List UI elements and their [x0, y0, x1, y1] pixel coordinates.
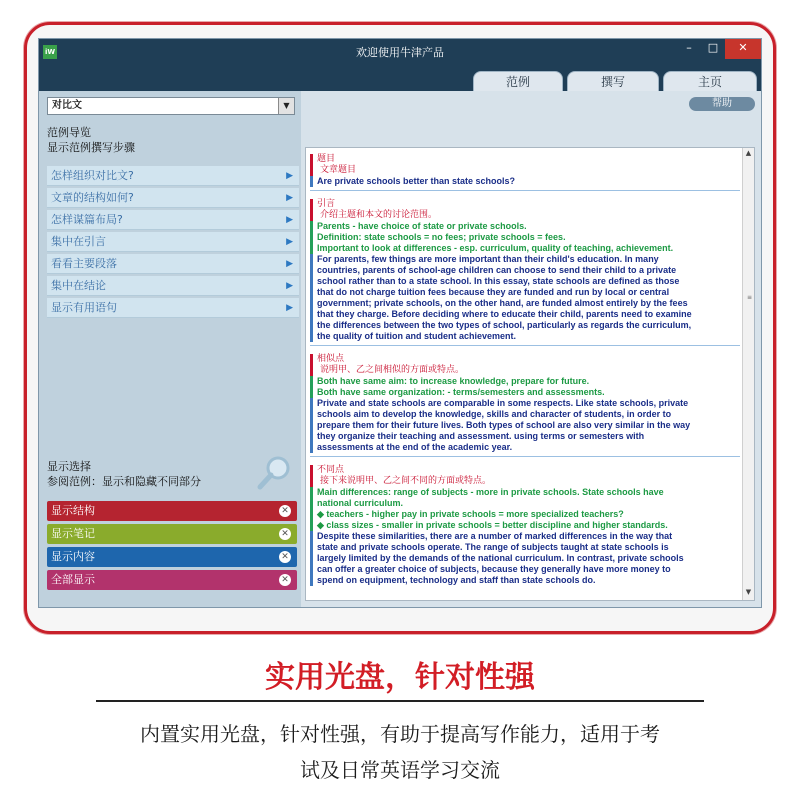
content-line: Private and state schools are comparable in some respects. Like state schools, private — [310, 398, 740, 409]
note-line: ◆ teachers - higher pay in private schools = more specialized teachers? — [310, 509, 740, 520]
content-line: prepare them for their future lives. Both types of school are also very similar in the way — [310, 420, 740, 431]
display-subheading: 参阅范例：显示和隐藏不同部分 — [47, 475, 201, 488]
tab-home[interactable]: 主页 — [663, 71, 757, 91]
window-title: 欢迎使用牛津产品 — [356, 46, 444, 59]
note-line: Parents - have choice of state or private schools. — [310, 221, 740, 232]
content-line: assessments at the end of the academic year. — [310, 442, 740, 453]
nav-heading: 范例导览 — [47, 126, 91, 139]
divider — [310, 345, 740, 346]
chevron-right-icon: ▶ — [286, 237, 293, 247]
content-line: the differences between the two types of school, particularly as regards the curriculum, — [310, 320, 740, 331]
chevron-down-icon[interactable]: ▼ — [278, 98, 294, 114]
nav-item-label: 怎样组织对比文? — [51, 169, 134, 182]
chevron-right-icon: ▶ — [286, 215, 293, 225]
vertical-scrollbar[interactable] — [742, 148, 754, 600]
app-icon: iW — [43, 45, 57, 59]
content-line: For parents, few things are more important than their child's education. In many — [310, 254, 740, 265]
nav-item-label: 集中在结论 — [51, 279, 106, 292]
section-heading: 相似点 — [310, 354, 740, 365]
note-line: ◆ class sizes - smaller in private schools = better discipline and higher standards. — [310, 520, 740, 531]
chevron-right-icon: ▶ — [286, 303, 293, 313]
note-line: Definition: state schools = no fees; private schools = fees. — [310, 232, 740, 243]
caption-line-1: 内置实用光盘，针对性强，有助于提高写作能力，适用于考 — [140, 722, 660, 746]
display-filters — [47, 501, 297, 593]
section-note: 接下来说明甲、乙之间不同的方面或特点。 — [310, 476, 740, 487]
filter-label: 显示笔记 — [51, 527, 95, 540]
caption-line-2: 试及日常英语学习交流 — [300, 758, 500, 782]
nav-item-layout[interactable] — [47, 210, 299, 230]
section-heading: 题目 — [310, 154, 740, 165]
content-line: spend on equipment, technology and staff than state schools do. — [310, 575, 740, 586]
show-structure-button[interactable] — [47, 501, 297, 521]
section-differences — [310, 465, 740, 586]
caption-title: 实用光盘，针对性强 — [265, 660, 535, 695]
chevron-right-icon: ▶ — [286, 259, 293, 269]
content-line: Are private schools better than state schools? — [310, 176, 740, 187]
tab-examples[interactable]: 范例 — [473, 71, 563, 91]
content-line: government; private schools, on the other hand, are funded almost entirely by the fees — [310, 298, 740, 309]
scroll-up-icon[interactable]: ▲ — [745, 149, 752, 157]
content-line: that they charge. Before deciding where to educate their child, parents need to examine — [310, 309, 740, 320]
chevron-right-icon: ▶ — [286, 171, 293, 181]
nav-item-label: 集中在引言 — [51, 235, 106, 248]
section-note: 介绍主题和本文的讨论范围。 — [310, 210, 740, 221]
close-circle-icon[interactable]: ✕ — [279, 574, 291, 586]
section-note: 说明甲、乙之间相似的方面或特点。 — [310, 365, 740, 376]
content-line: schools aim to develop the knowledge, skills and character of students, in order to — [310, 409, 740, 420]
nav-item-label: 看看主要段落 — [51, 257, 117, 270]
section-heading: 不同点 — [310, 465, 740, 476]
content-panel — [301, 91, 762, 608]
section-title — [310, 154, 740, 191]
content-line: can offer a greater choice of subjects, because they generally have more money to — [310, 564, 740, 575]
note-line: Main differences: range of subjects - more in private schools. State schools have — [310, 487, 740, 498]
close-circle-icon[interactable]: ✕ — [279, 551, 291, 563]
filter-label: 显示结构 — [51, 504, 95, 517]
note-line: Both have same aim: to increase knowledge, prepare for future. — [310, 376, 740, 387]
essay-type-select[interactable] — [47, 97, 295, 115]
tab-write[interactable]: 撰写 — [567, 71, 659, 91]
divider — [310, 456, 740, 457]
note-line: national curriculum. — [310, 498, 740, 509]
maximize-button[interactable]: □ — [707, 41, 719, 54]
nav-heading-block — [47, 125, 135, 155]
content-line: state and private schools operate. The range of subjects taught at state schools is — [310, 542, 740, 553]
filter-label: 显示内容 — [51, 550, 95, 563]
caption-body — [90, 716, 710, 788]
essay-document — [305, 147, 755, 601]
nav-item-conclusion[interactable] — [47, 276, 299, 296]
content-line: largely limited by the demands of the national curriculum. In contrast, private schools — [310, 553, 740, 564]
scroll-grip-icon[interactable]: ≡ — [747, 294, 753, 301]
nav-item-main-paragraphs[interactable] — [47, 254, 299, 274]
close-circle-icon[interactable]: ✕ — [279, 505, 291, 517]
divider — [310, 190, 740, 191]
content-line: that do not charge tuition fees because they are funded and run by local or central — [310, 287, 740, 298]
section-similarities — [310, 354, 740, 457]
content-line: they organize their teaching and assessment. using terms or semesters with — [310, 431, 740, 442]
minimize-button[interactable]: – — [686, 41, 692, 54]
section-note: 文章题目 — [310, 165, 740, 176]
nav-item-introduction[interactable] — [47, 232, 299, 252]
nav-item-useful-phrases[interactable] — [47, 298, 299, 318]
scroll-down-icon[interactable]: ▼ — [745, 588, 752, 596]
essay-type-value: 对比文 — [52, 100, 82, 111]
nav-subheading: 显示范例撰写步骤 — [47, 141, 135, 154]
display-heading-block — [47, 459, 201, 489]
section-heading: 引言 — [310, 199, 740, 210]
show-content-button[interactable] — [47, 547, 297, 567]
content-line: countries, parents of school-age children can choose to send their child to a private — [310, 265, 740, 276]
caption-divider — [96, 700, 704, 702]
left-panel — [39, 91, 301, 608]
display-heading: 显示选择 — [47, 460, 91, 473]
app-window — [38, 38, 762, 608]
content-line: school rather than to a state school. In this essay, state schools are defined as those — [310, 276, 740, 287]
nav-item-structure[interactable] — [47, 188, 299, 208]
show-notes-button[interactable] — [47, 524, 297, 544]
show-all-button[interactable] — [47, 570, 297, 590]
content-line: the quality of tuition and student achievement. — [310, 331, 740, 342]
tab-bar — [39, 65, 761, 91]
close-button[interactable]: ✕ — [725, 39, 761, 59]
filter-label: 全部显示 — [51, 573, 95, 586]
section-introduction — [310, 199, 740, 346]
title-bar — [39, 39, 761, 65]
nav-item-label: 怎样谋篇布局? — [51, 213, 123, 226]
chevron-right-icon: ▶ — [286, 193, 293, 203]
magnifier-icon — [254, 453, 294, 493]
window-controls — [677, 39, 761, 59]
nav-item-label: 文章的结构如何? — [51, 191, 134, 204]
content-line: Despite these similarities, there are a number of marked differences in the way that — [310, 531, 740, 542]
note-line: Important to look at differences - esp. curriculum, quality of teaching, achievement. — [310, 243, 740, 254]
nav-item-label: 显示有用语句 — [51, 301, 117, 314]
chevron-right-icon: ▶ — [286, 281, 293, 291]
help-button[interactable]: 帮助 — [689, 97, 755, 111]
close-circle-icon[interactable]: ✕ — [279, 528, 291, 540]
nav-list — [47, 166, 299, 320]
nav-item-organize[interactable] — [47, 166, 299, 186]
note-line: Both have same organization: - terms/semesters and assessments. — [310, 387, 740, 398]
